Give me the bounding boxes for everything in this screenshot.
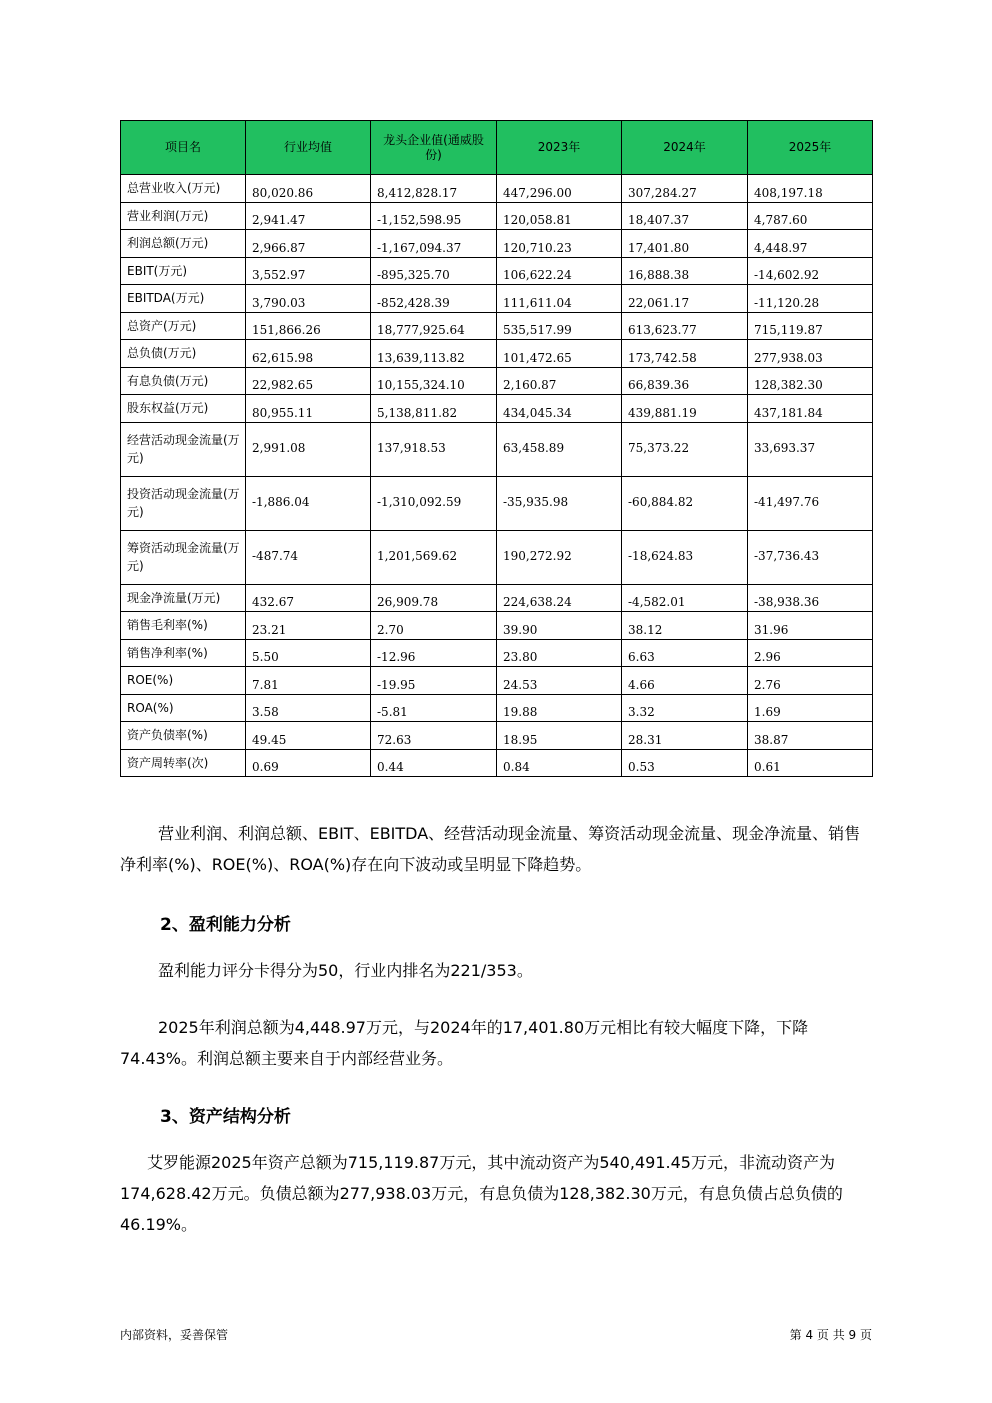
value-cell: 72.63: [371, 722, 497, 750]
value-cell: 2.96: [748, 639, 873, 667]
table-row: [121, 530, 873, 584]
row-label-cell: ROE(%): [121, 667, 246, 695]
value-cell: -5.81: [371, 694, 497, 722]
table-row: [121, 202, 873, 230]
value-cell: 2,966.87: [246, 230, 371, 258]
row-label-cell: 现金净流量(万元): [121, 584, 246, 612]
value-cell: 39.90: [497, 612, 622, 640]
value-cell: 38.12: [622, 612, 748, 640]
footer-confidential: 内部资料，妥善保管: [120, 1328, 229, 1342]
value-cell: -1,152,598.95: [371, 202, 497, 230]
value-cell: 224,638.24: [497, 584, 622, 612]
section-heading-assets: 3、资产结构分析: [160, 1107, 291, 1127]
header-cell: 项目名: [121, 121, 246, 175]
value-cell: 23.80: [497, 639, 622, 667]
table-row: [121, 667, 873, 695]
value-cell: 5,138,811.82: [371, 395, 497, 423]
table-row: [121, 749, 873, 777]
row-label-cell: ROA(%): [121, 694, 246, 722]
row-label-cell: 有息负债(万元): [121, 367, 246, 395]
header-cell: 2025年: [748, 121, 873, 175]
value-cell: 408,197.18: [748, 175, 873, 203]
value-cell: 535,517.99: [497, 312, 622, 340]
value-cell: 1,201,569.62: [371, 530, 497, 584]
value-cell: 106,622.24: [497, 257, 622, 285]
value-cell: 432.67: [246, 584, 371, 612]
value-cell: 38.87: [748, 722, 873, 750]
value-cell: 3,790.03: [246, 285, 371, 313]
section-heading-profitability: 2、盈利能力分析: [160, 915, 291, 935]
value-cell: 101,472.65: [497, 340, 622, 368]
value-cell: -1,167,094.37: [371, 230, 497, 258]
row-label-cell: 投资活动现金流量(万元): [121, 476, 246, 530]
row-label-cell: 资产周转率(次): [121, 749, 246, 777]
value-cell: 434,045.34: [497, 395, 622, 423]
value-cell: 80,955.11: [246, 395, 371, 423]
footer-page-number: 第 4 页 共 9 页: [789, 1328, 872, 1342]
row-label-cell: 资产负债率(%): [121, 722, 246, 750]
value-cell: 173,742.58: [622, 340, 748, 368]
header-cell: 龙头企业值(通威股份): [371, 121, 497, 175]
value-cell: 151,866.26: [246, 312, 371, 340]
table-row: [121, 584, 873, 612]
value-cell: 17,401.80: [622, 230, 748, 258]
value-cell: 613,623.77: [622, 312, 748, 340]
value-cell: 277,938.03: [748, 340, 873, 368]
table-row: [121, 367, 873, 395]
table-row: [121, 230, 873, 258]
row-label-cell: 总营业收入(万元): [121, 175, 246, 203]
row-label-cell: 利润总额(万元): [121, 230, 246, 258]
value-cell: 33,693.37: [748, 422, 873, 476]
row-label-cell: EBIT(万元): [121, 257, 246, 285]
value-cell: 8,412,828.17: [371, 175, 497, 203]
value-cell: 22,061.17: [622, 285, 748, 313]
value-cell: 1.69: [748, 694, 873, 722]
value-cell: -1,886.04: [246, 476, 371, 530]
row-label-cell: 经营活动现金流量(万元): [121, 422, 246, 476]
value-cell: 137,918.53: [371, 422, 497, 476]
row-label-cell: 总负债(万元): [121, 340, 246, 368]
value-cell: -19.95: [371, 667, 497, 695]
value-cell: 80,020.86: [246, 175, 371, 203]
value-cell: 63,458.89: [497, 422, 622, 476]
value-cell: 10,155,324.10: [371, 367, 497, 395]
value-cell: 13,639,113.82: [371, 340, 497, 368]
table-row: [121, 285, 873, 313]
value-cell: 437,181.84: [748, 395, 873, 423]
value-cell: 23.21: [246, 612, 371, 640]
paragraph-score: 盈利能力评分卡得分为50，行业内排名为221/353。: [158, 961, 533, 980]
value-cell: 111,611.04: [497, 285, 622, 313]
value-cell: 128,382.30: [748, 367, 873, 395]
value-cell: -60,884.82: [622, 476, 748, 530]
table-header-row: [121, 121, 873, 175]
table-row: [121, 694, 873, 722]
value-cell: 2.70: [371, 612, 497, 640]
value-cell: -14,602.92: [748, 257, 873, 285]
row-label-cell: 筹资活动现金流量(万元): [121, 530, 246, 584]
value-cell: 26,909.78: [371, 584, 497, 612]
value-cell: 0.61: [748, 749, 873, 777]
table-row: [121, 312, 873, 340]
value-cell: 22,982.65: [246, 367, 371, 395]
value-cell: 2,991.08: [246, 422, 371, 476]
value-cell: -1,310,092.59: [371, 476, 497, 530]
row-label-cell: 销售毛利率(%): [121, 612, 246, 640]
table-row: [121, 257, 873, 285]
value-cell: 24.53: [497, 667, 622, 695]
value-cell: 6.63: [622, 639, 748, 667]
value-cell: 120,710.23: [497, 230, 622, 258]
value-cell: 2,160.87: [497, 367, 622, 395]
value-cell: 439,881.19: [622, 395, 748, 423]
value-cell: -895,325.70: [371, 257, 497, 285]
value-cell: 66,839.36: [622, 367, 748, 395]
paragraph-assets: 艾罗能源2025年资产总额为715,119.87万元，其中流动资产为540,491.45万元，非流动资产为174,628.42万元。负债总额为277,938.03万元，有息负债为128,382.30万元，有息负债占总负债的46.19%。: [120, 1153, 843, 1234]
row-label-cell: 总资产(万元): [121, 312, 246, 340]
table-row: [121, 422, 873, 476]
table-row: [121, 639, 873, 667]
table-row: [121, 175, 873, 203]
value-cell: 0.53: [622, 749, 748, 777]
value-cell: -38,938.36: [748, 584, 873, 612]
value-cell: 16,888.38: [622, 257, 748, 285]
value-cell: 307,284.27: [622, 175, 748, 203]
value-cell: 5.50: [246, 639, 371, 667]
value-cell: 62,615.98: [246, 340, 371, 368]
table-body: [121, 175, 873, 777]
value-cell: 18,407.37: [622, 202, 748, 230]
value-cell: 4,448.97: [748, 230, 873, 258]
value-cell: -41,497.76: [748, 476, 873, 530]
value-cell: 3,552.97: [246, 257, 371, 285]
value-cell: -11,120.28: [748, 285, 873, 313]
value-cell: 31.96: [748, 612, 873, 640]
value-cell: 4.66: [622, 667, 748, 695]
value-cell: -37,736.43: [748, 530, 873, 584]
value-cell: 447,296.00: [497, 175, 622, 203]
header-cell: 行业均值: [246, 121, 371, 175]
value-cell: 18,777,925.64: [371, 312, 497, 340]
value-cell: 28.31: [622, 722, 748, 750]
value-cell: 2,941.47: [246, 202, 371, 230]
financial-table: [120, 120, 873, 777]
value-cell: -35,935.98: [497, 476, 622, 530]
table-row: [121, 612, 873, 640]
row-label-cell: 营业利润(万元): [121, 202, 246, 230]
value-cell: 19.88: [497, 694, 622, 722]
value-cell: 49.45: [246, 722, 371, 750]
value-cell: 715,119.87: [748, 312, 873, 340]
row-label-cell: EBITDA(万元): [121, 285, 246, 313]
value-cell: -18,624.83: [622, 530, 748, 584]
value-cell: 0.69: [246, 749, 371, 777]
header-cell: 2024年: [622, 121, 748, 175]
value-cell: 190,272.92: [497, 530, 622, 584]
value-cell: 18.95: [497, 722, 622, 750]
value-cell: -852,428.39: [371, 285, 497, 313]
value-cell: -4,582.01: [622, 584, 748, 612]
value-cell: 120,058.81: [497, 202, 622, 230]
table-row: [121, 722, 873, 750]
value-cell: 0.84: [497, 749, 622, 777]
value-cell: 7.81: [246, 667, 371, 695]
header-cell: 2023年: [497, 121, 622, 175]
row-label-cell: 股东权益(万元): [121, 395, 246, 423]
value-cell: 2.76: [748, 667, 873, 695]
value-cell: 4,787.60: [748, 202, 873, 230]
table-row: [121, 476, 873, 530]
value-cell: -12.96: [371, 639, 497, 667]
value-cell: 0.44: [371, 749, 497, 777]
paragraph-profit: 2025年利润总额为4,448.97万元，与2024年的17,401.80万元相比有较大幅度下降，下降74.43%。利润总额主要来自于内部经营业务。: [120, 1018, 809, 1068]
value-cell: 3.58: [246, 694, 371, 722]
value-cell: 75,373.22: [622, 422, 748, 476]
value-cell: 3.32: [622, 694, 748, 722]
value-cell: -487.74: [246, 530, 371, 584]
row-label-cell: 销售净利率(%): [121, 639, 246, 667]
table-row: [121, 340, 873, 368]
table-row: [121, 395, 873, 423]
paragraph-trend: 营业利润、利润总额、EBIT、EBITDA、经营活动现金流量、筹资活动现金流量、现金净流量、销售净利率(%)、ROE(%)、ROA(%)存在向下波动或呈明显下降趋势。: [120, 824, 861, 874]
